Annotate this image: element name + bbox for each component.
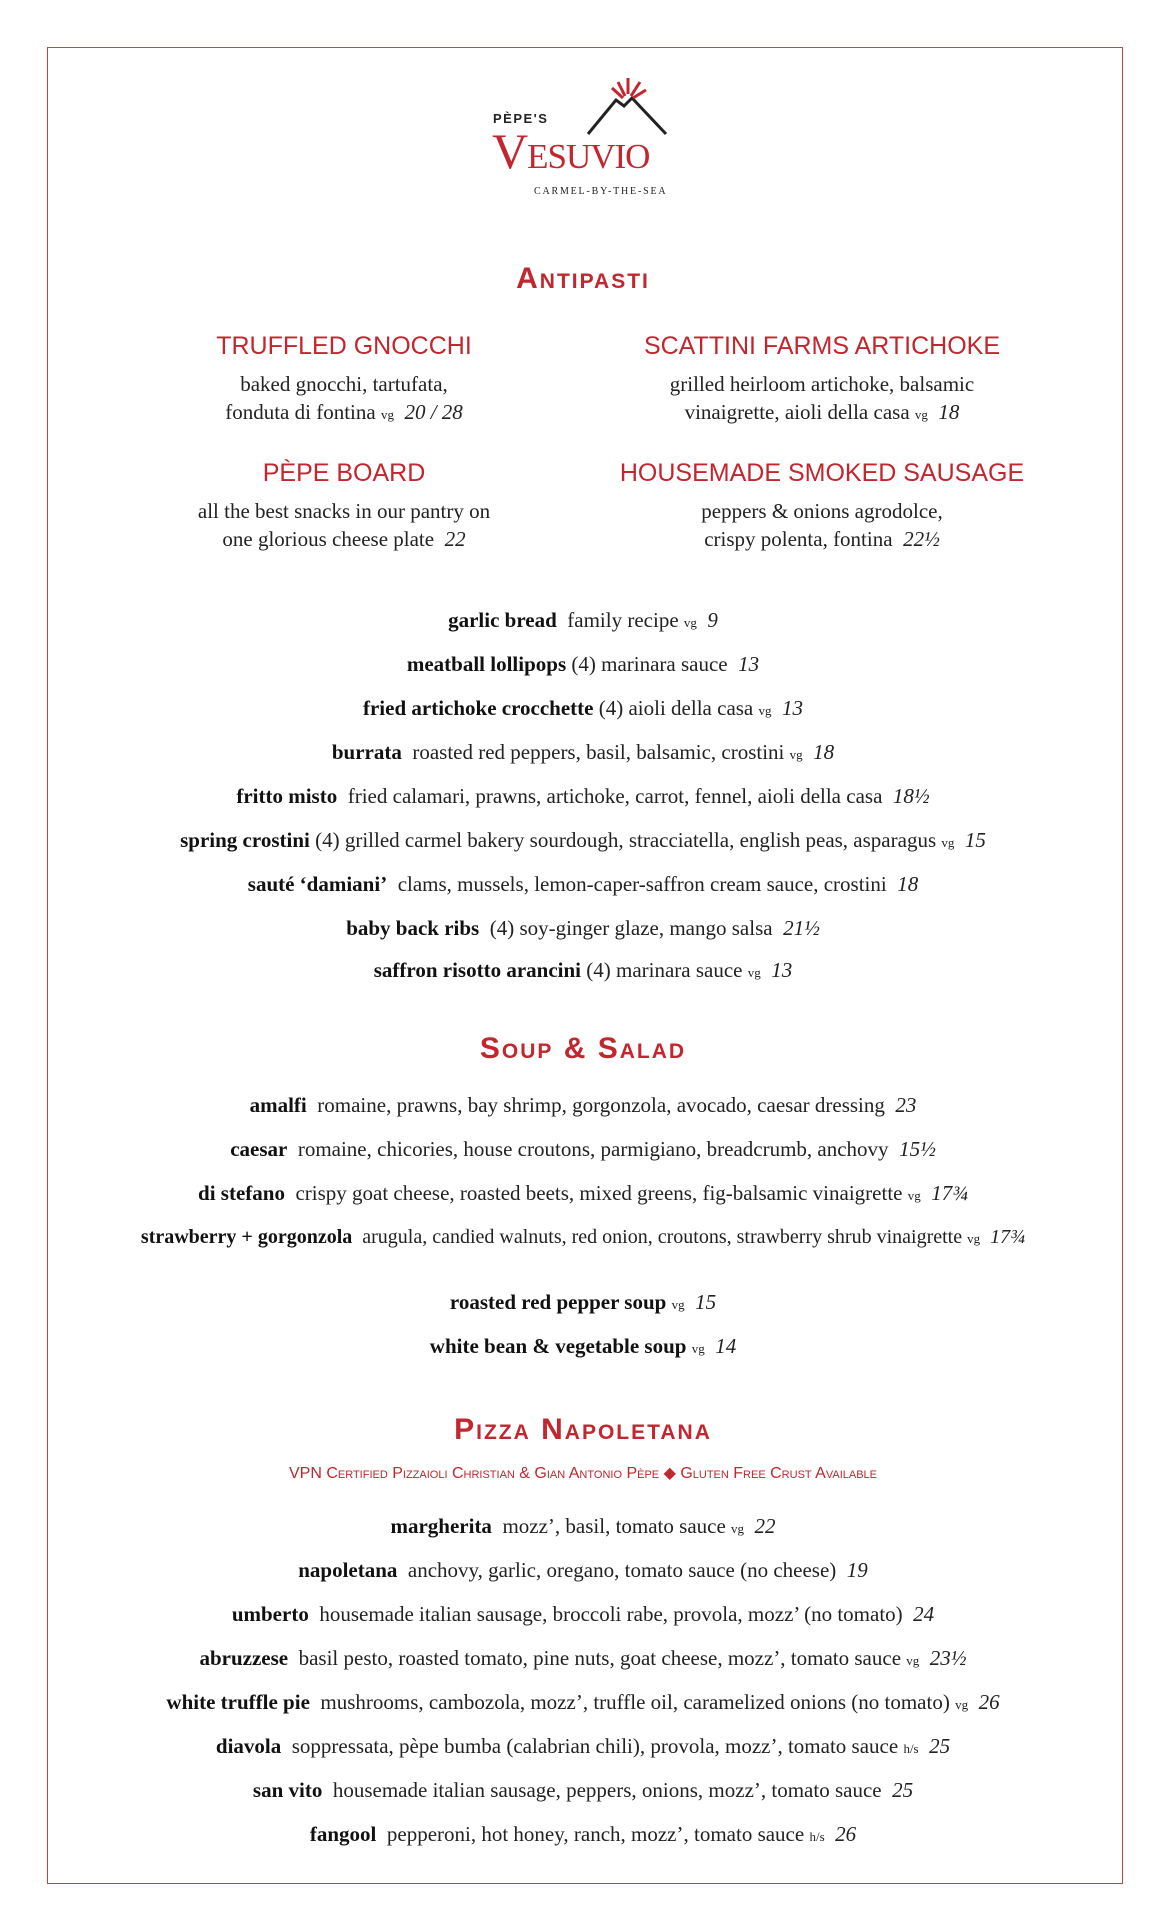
menu-item: fangool pepperoni, hot honey, ranch, mozz’, tomato sauce h/s 26 (309, 1822, 857, 1846)
feature-title: SCATTINI FARMS ARTICHOKE (643, 332, 1001, 360)
menu-item: strawberry + gorgonzola arugula, candied walnuts, red onion, croutons, strawberry shrub vinaigrette vg 17¾ (140, 1226, 1026, 1248)
section-title-antipasti: Antipasti (516, 262, 650, 295)
feature-item (612, 457, 1032, 553)
menu-item: margherita mozz’, basil, tomato sauce vg 22 (390, 1514, 776, 1538)
feature-title: PÈPE BOARD (262, 459, 426, 487)
feature-title: HOUSEMADE SMOKED SAUSAGE (619, 459, 1025, 487)
menu-item: burrata roasted red peppers, basil, balsamic, crostini vg 18 (331, 740, 835, 764)
menu-item: abruzzese basil pesto, roasted tomato, pine nuts, goat cheese, mozz’, tomato sauce vg 23½ (199, 1646, 967, 1670)
feature-desc: all the best snacks in our pantry on one glorious cheese plate 22 (197, 499, 491, 551)
logo-prefix: PÈPE'S (493, 111, 549, 126)
menu-item: amalfi romaine, prawns, bay shrimp, gorgonzola, avocado, caesar dressing 23 (249, 1093, 917, 1117)
menu-item: sauté ‘damiani’ clams, mussels, lemon-caper-saffron cream sauce, crostini 18 (247, 872, 919, 896)
feature-item (612, 330, 1032, 429)
menu-item: napoletana anchovy, garlic, oregano, tomato sauce (no cheese) 19 (298, 1558, 868, 1582)
menu-item: baby back ribs (4) soy-ginger glaze, mango salsa 21½ (346, 916, 820, 940)
menu-item: caesar romaine, chicories, house croutons, parmigiano, breadcrumb, anchovy 15½ (230, 1137, 936, 1161)
logo-location: CARMEL-BY-THE-SEA (534, 186, 668, 197)
menu-item: white truffle pie mushrooms, cambozola, mozz’, truffle oil, caramelized onions (no tomato) vg 26 (166, 1690, 1000, 1714)
menu-item: diavola soppressata, pèpe bumba (calabrian chili), provola, mozz’, tomato sauce h/s 25 (215, 1734, 951, 1758)
section-subtitle-pizza: VPN Certified Pizzaioli Christian & Gian Antonio Pèpe ◆ Gluten Free Crust Available (288, 1465, 878, 1482)
menu-item: garlic bread family recipe vg 9 (448, 608, 718, 632)
restaurant-logo (490, 76, 680, 206)
menu-item: spring crostini (4) grilled carmel bakery sourdough, stracciatella, english peas, asparagus vg 15 (180, 828, 986, 852)
menu-item: fried artichoke crocchette (4) aioli della casa vg 13 (362, 696, 804, 720)
menu-item: fritto misto fried calamari, prawns, artichoke, carrot, fennel, aioli della casa 18½ (236, 784, 930, 808)
feature-desc: grilled heirloom artichoke, balsamic vinaigrette, aioli della casa vg 18 (669, 372, 975, 424)
menu-item: di stefano crispy goat cheese, roasted beets, mixed greens, fig-balsamic vinaigrette vg 17¾ (198, 1181, 968, 1205)
logo-name: Vesuvio (492, 123, 650, 179)
menu-item: san vito housemade italian sausage, peppers, onions, mozz’, tomato sauce 25 (252, 1778, 914, 1802)
feature-item (134, 457, 554, 553)
section-title-pizza: Pizza Napoletana (454, 1413, 712, 1446)
menu-item: roasted red pepper soup vg 15 (449, 1290, 717, 1314)
feature-title: TRUFFLED GNOCCHI (216, 332, 472, 360)
section-title-soup-salad: Soup & Salad (479, 1032, 687, 1065)
menu-item: umberto housemade italian sausage, broccoli rabe, provola, mozz’ (no tomato) 24 (231, 1602, 935, 1626)
feature-item (134, 330, 554, 429)
feature-desc: peppers & onions agrodolce, crispy polenta, fontina 22½ (701, 499, 943, 551)
menu-item: meatball lollipops (4) marinara sauce 13 (406, 652, 760, 676)
menu-item: white bean & vegetable soup vg 14 (429, 1334, 737, 1358)
menu-item: saffron risotto arancini (4) marinara sauce vg 13 (373, 958, 793, 982)
feature-desc: baked gnocchi, tartufata, fonduta di fontina vg 20 / 28 (225, 372, 463, 424)
